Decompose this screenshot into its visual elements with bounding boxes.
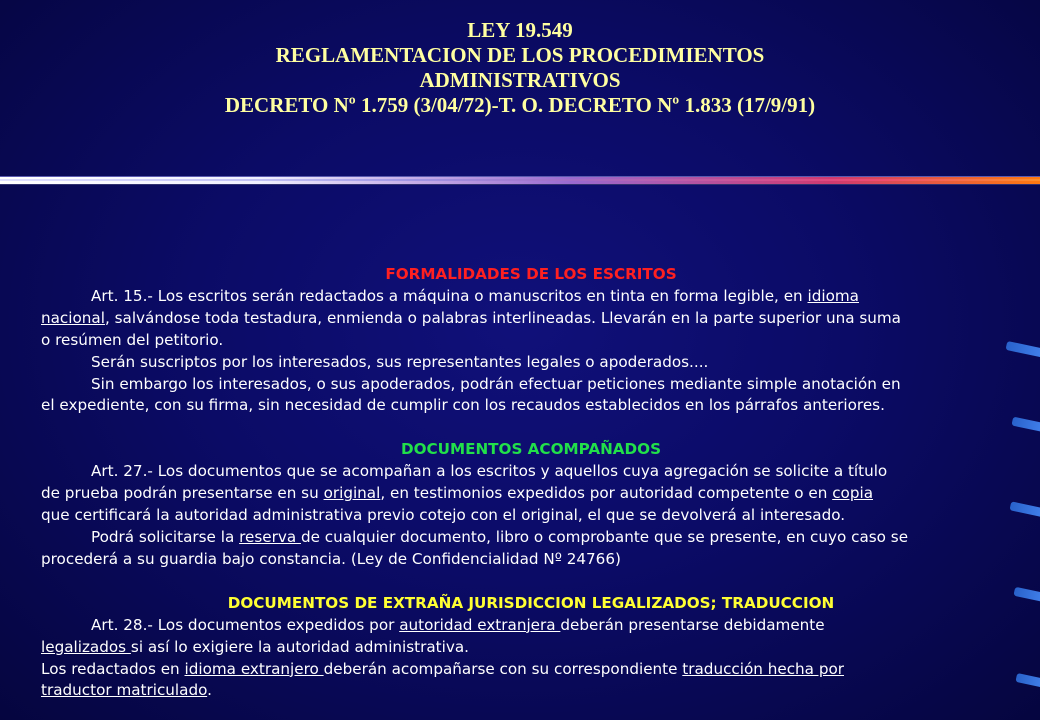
title-line-decreto: DECRETO Nº 1.759 (3/04/72)-T. O. DECRETO Nº 1.833 (17/9/91) [224,93,816,117]
art15-underlined: nacional [41,308,105,327]
art28-underlined: autoridad extranjera [399,615,561,634]
slide-title [0,18,1040,118]
art27-text: de prueba podrán presentarse en su [41,484,324,503]
art27-line: que certificará la autoridad administrativa previo cotejo con el original, el que se devolverá al interesado. [41,506,846,525]
art28-underlined: legalizados [41,637,131,656]
art27-text: Podrá solicitarse la [91,527,240,546]
title-divider [0,176,1040,185]
art15-line: el expediente, con su firma, sin necesidad de cumplir con los recaudos establecidos en los párrafos anteriores. [41,396,885,415]
art27-line [41,483,1021,505]
art15-text: , salvándose toda testadura, enmienda o palabras interlineadas. Llevarán en la parte superior una suma [104,308,901,327]
art15-line: Sin embargo los interesados, o sus apoderados, podrán efectuar peticiones mediante simple anotación en [91,374,901,393]
title-line-law: LEY 19.549 [467,18,573,42]
art28-line [41,637,1021,659]
section-gap [41,417,1021,439]
heading-formalidades: FORMALIDADES DE LOS ESCRITOS [385,265,677,283]
art28-line [41,680,1021,702]
slide-body [41,264,1021,702]
heading-extrana-jurisdiccion: DOCUMENTOS DE EXTRAÑA JURISDICCION LEGALIZADOS; TRADUCCION [227,593,835,612]
art27-underlined: reserva [239,527,301,546]
art15-line [41,286,1021,308]
art27-text: de cualquier documento, libro o comprobante que se presente, en cuyo caso se [300,527,909,546]
art27-underlined: original [323,484,381,503]
art15-line: Serán suscriptos por los interesados, sus representantes legales o apoderados.... [91,352,709,371]
art28-text: . [207,681,212,700]
art15-text: Art. 15.- Los escritos serán redactados a máquina o manuscritos en tinta en forma legible, en [91,286,808,305]
art27-underlined: copia [832,484,873,503]
art28-underlined: idioma extranjero [184,659,324,678]
art28-text: deberán presentarse debidamente [560,615,825,634]
art28-underlined: traductor matriculado [41,681,208,700]
art15-underlined: idioma [807,286,859,305]
title-line-reglamentacion: REGLAMENTACION DE LOS PROCEDIMIENTOS [275,43,765,67]
art27-line: Art. 27.- Los documentos que se acompañan a los escritos y aquellos cuya agregación se solicite a título [91,462,888,481]
art28-text: si así lo exigiere la autoridad administrativa. [130,637,469,656]
art28-text: Art. 28.- Los documentos expedidos por [91,615,400,634]
art28-text: deberán acompañarse con su correspondiente [323,659,683,678]
heading-documentos: DOCUMENTOS ACOMPAÑADOS [400,440,662,459]
art27-text: , en testimonios expedidos por autoridad competente o en [380,484,833,503]
art27-line: procederá a su guardia bajo constancia. (Ley de Confidencialidad Nº 24766) [41,549,621,568]
art15-line: o resúmen del petitorio. [41,330,224,349]
art28-text: Los redactados en [41,659,185,678]
title-line-administrativos: ADMINISTRATIVOS [419,68,621,92]
section-gap [41,571,1021,593]
art28-line [41,659,1021,681]
art28-line [41,615,1021,637]
art28-underlined: traducción hecha por [682,659,844,678]
art15-line [41,308,1021,330]
art27-line [41,527,1021,549]
